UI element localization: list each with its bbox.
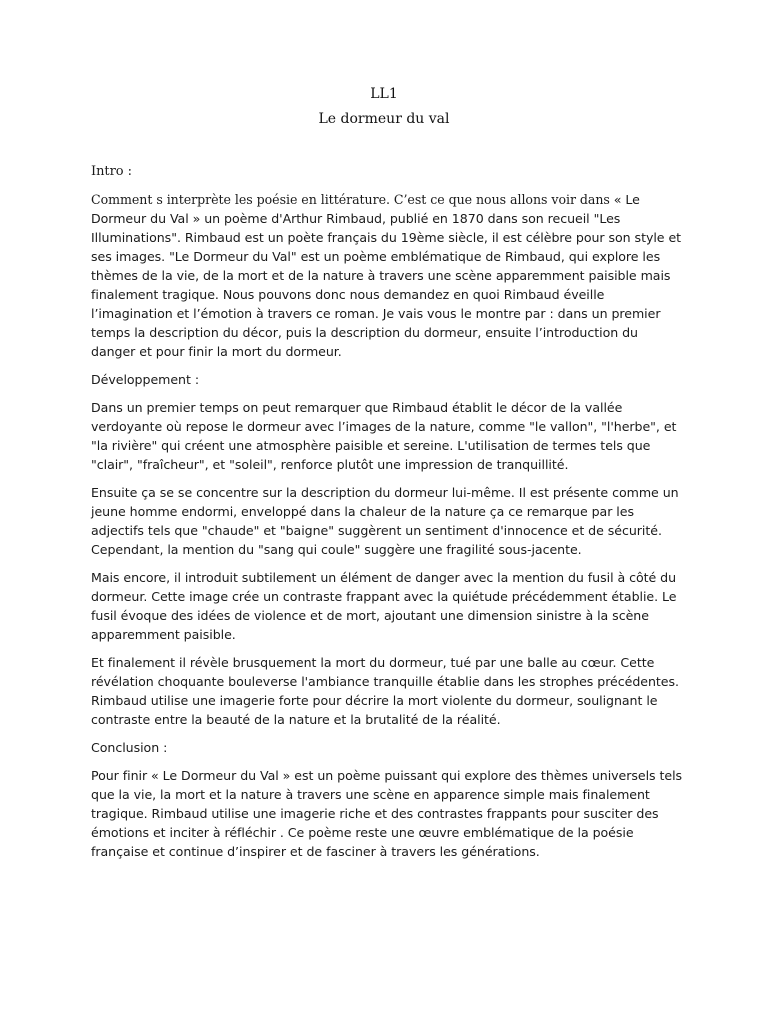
intro-body: « Le Dormeur du Val » un poème d'Arthur Rimbaud, publié en 1870 dans son recueil "Les Illuminations". Rimbaud est un poète français du 19ème siècle, il est célèbre pour son style et ses images. "Le Dormeur du Val" est un poème emblématique de Rimbaud, qui explore les thèmes de la vie, de la mort et de la nature à travers une scène apparemment paisible mais finalement tragique. Nous pouvons donc nous demandez en quoi Rimbaud éveille l’imagination et l’émotion à travers ce roman. Je vais vous le montre par : dans un premier temps la description du décor, puis la description du dormeur, ensuite l’introduction du danger et pour finir la mort du dormeur. [91,192,682,359]
development-paragraph-4: Et finalement il révèle brusquement la mort du dormeur, tué par une balle au cœur. Cette révélation choquante bouleverse l'ambiance tranquille établie dans les strophes précédentes. Rimbaud utilise une imagerie forte pour décrire la mort violente du dormeur, soulignant le contraste entre la beauté de la nature et la brutalité de la réalité. [91,655,679,727]
document-title: LL1 [370,86,398,102]
development-paragraph-2: Ensuite ça se se concentre sur la description du dormeur lui-même. Il est présente comme un jeune homme endormi, enveloppé dans la chaleur de la nature ça ce remarque par les adjectifs tels que "chaude" et "baigne" suggèrent un sentiment d'innocence et de sécurité. Cependant, la mention du "sang qui coule" suggère une fragilité sous-jacente. [91,485,679,557]
development-heading: Développement : [91,372,200,387]
development-paragraph-3: Mais encore, il introduit subtilement un élément de danger avec la mention du fusil à côté du dormeur. Cette image crée un contraste frappant avec la quiétude précédemment établie. Le fusil évoque des idées de violence et de mort, ajoutant une dimension sinistre à la scène apparemment paisible. [91,570,677,642]
intro-lead: Comment s interprète les poésie en littérature. C’est ce que nous allons voir dans [91,192,610,207]
intro-heading: Intro : [91,164,132,179]
document-subtitle: Le dormeur du val [318,111,450,127]
development-paragraph-1: Dans un premier temps on peut remarquer que Rimbaud établit le décor de la vallée verdoyante où repose le dormeur avec l’images de la nature, comme "le vallon", "l'herbe", et "la rivière" qui créent une atmosphère paisible et sereine. L'utilisation de termes tels que "clair", "fraîcheur", et "soleil", renforce plutôt une impression de tranquillité. [91,400,677,472]
document-body [91,162,683,870]
conclusion-heading: Conclusion : [91,740,168,755]
intro-paragraph [91,190,683,361]
conclusion-paragraph: Pour finir « Le Dormeur du Val » est un poème puissant qui explore des thèmes universels tels que la vie, la mort et la nature à travers une scène en apparence simple mais finalement tragique. Rimbaud utilise une imagerie riche et des contrastes frappants pour susciter des émotions et inciter à réfléchir . Ce poème reste une œuvre emblématique de la poésie française et continue d’inspirer et de fasciner à travers les générations. [91,768,683,859]
